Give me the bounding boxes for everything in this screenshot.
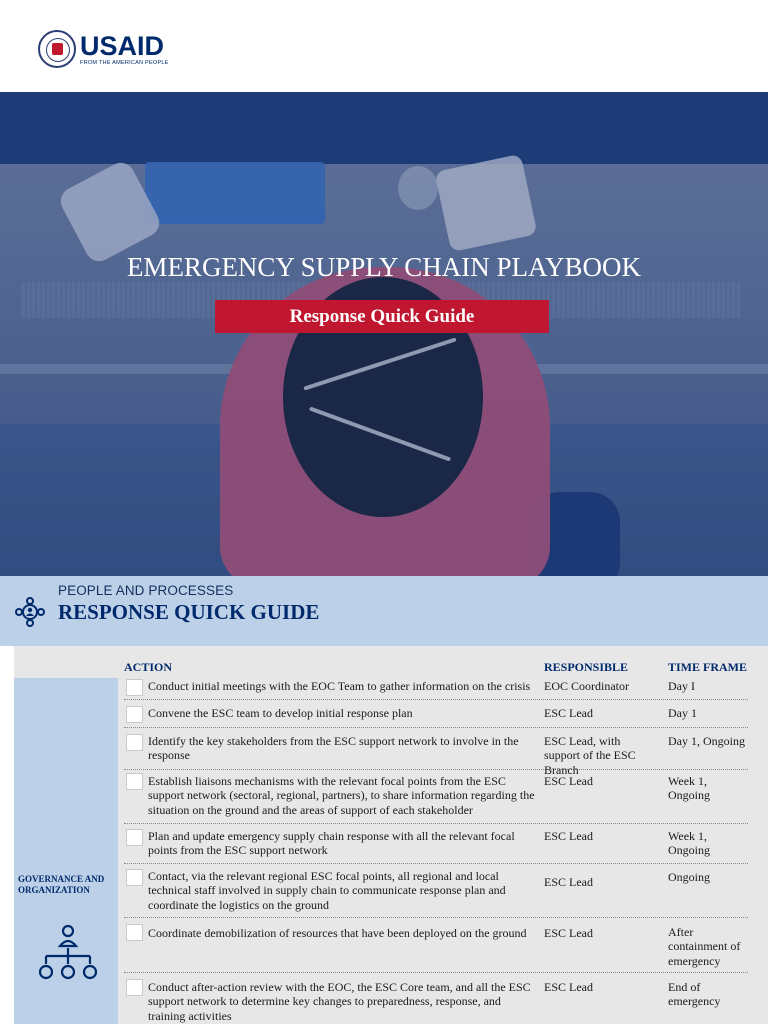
table-row bbox=[124, 973, 748, 1024]
table-row bbox=[124, 864, 748, 918]
section-kicker: PEOPLE AND PROCESSES bbox=[58, 583, 234, 598]
row-checkbox[interactable] bbox=[126, 734, 143, 751]
section-header bbox=[0, 576, 768, 646]
row-time-frame: Day 1, Ongoing bbox=[668, 734, 745, 748]
table-row bbox=[124, 918, 748, 973]
row-checkbox[interactable] bbox=[126, 773, 143, 790]
document-subtitle-badge: Response Quick Guide bbox=[215, 300, 549, 333]
row-time-frame: Day 1 bbox=[668, 706, 697, 720]
table-row bbox=[124, 824, 748, 864]
column-header-responsible: RESPONSIBLE bbox=[544, 660, 629, 674]
column-header-time-frame: TIME FRAME bbox=[668, 660, 747, 674]
row-responsible: ESC Lead, with support of the ESC Branch bbox=[544, 734, 636, 777]
row-checkbox[interactable] bbox=[126, 979, 143, 996]
usaid-logo[interactable] bbox=[38, 30, 169, 68]
category-label: GOVERNANCE AND ORGANIZATION bbox=[18, 874, 105, 895]
row-checkbox[interactable] bbox=[126, 829, 143, 846]
row-responsible: ESC Lead bbox=[544, 774, 593, 788]
page-header bbox=[0, 0, 768, 92]
logo-word: USAID bbox=[80, 30, 165, 61]
row-responsible: ESC Lead bbox=[544, 706, 593, 720]
row-checkbox[interactable] bbox=[126, 924, 143, 941]
table-row bbox=[124, 678, 748, 700]
table-row bbox=[124, 700, 748, 728]
row-time-frame: End of emergency bbox=[668, 980, 721, 1009]
row-time-frame: Week 1, Ongoing bbox=[668, 829, 710, 858]
row-action: Establish liaisons mechanisms with the relevant focal points from the ESC support network (sectoral, regional, partners), to share information regarding the situation on the ground and the areas of support of each stakeholder bbox=[148, 774, 535, 817]
row-responsible: ESC Lead bbox=[544, 829, 593, 843]
table-row bbox=[124, 770, 748, 824]
row-action: Contact, via the relevant regional ESC focal points, all regional and local technical staff involved in supply chain to communicate response plan and coordinate the logistics on the ground bbox=[148, 869, 506, 912]
hero-overlay bbox=[0, 92, 768, 576]
row-action: Coordinate demobilization of resources that have been deployed on the ground bbox=[148, 926, 527, 940]
hero-banner bbox=[0, 92, 768, 576]
logo-tagline: FROM THE AMERICAN PEOPLE bbox=[80, 59, 169, 66]
document-title: EMERGENCY SUPPLY CHAIN PLAYBOOK bbox=[126, 252, 642, 282]
row-action: Conduct after-action review with the EOC, the ESC Core team, and all the ESC support network to determine key changes to preparedness, response, and training activities bbox=[148, 980, 531, 1023]
row-responsible: ESC Lead bbox=[544, 980, 593, 994]
org-chart-icon bbox=[38, 924, 98, 986]
row-checkbox[interactable] bbox=[126, 679, 143, 696]
row-action: Identify the key stakeholders from the ESC support network to involve in the response bbox=[148, 734, 519, 763]
column-header-action: ACTION bbox=[124, 660, 173, 674]
row-time-frame: After containment of emergency bbox=[668, 925, 741, 968]
people-network-icon bbox=[14, 596, 46, 628]
row-action: Conduct initial meetings with the EOC Team to gather information on the crisis bbox=[148, 679, 531, 693]
row-responsible: ESC Lead bbox=[544, 926, 593, 940]
row-time-frame: Ongoing bbox=[668, 870, 710, 884]
logo-text bbox=[80, 30, 169, 66]
table-row bbox=[124, 728, 748, 777]
row-action: Plan and update emergency supply chain response with all the relevant focal points from the ESC support network bbox=[148, 829, 515, 858]
row-responsible: EOC Coordinator bbox=[544, 679, 629, 693]
row-action: Convene the ESC team to develop initial response plan bbox=[148, 706, 413, 720]
row-responsible: ESC Lead bbox=[544, 875, 593, 889]
row-checkbox[interactable] bbox=[126, 869, 143, 886]
row-checkbox[interactable] bbox=[126, 706, 143, 723]
row-time-frame: Day I bbox=[668, 679, 695, 693]
row-time-frame: Week 1, Ongoing bbox=[668, 774, 710, 803]
section-title: RESPONSE QUICK GUIDE bbox=[58, 600, 320, 624]
usaid-seal-icon bbox=[38, 30, 76, 68]
